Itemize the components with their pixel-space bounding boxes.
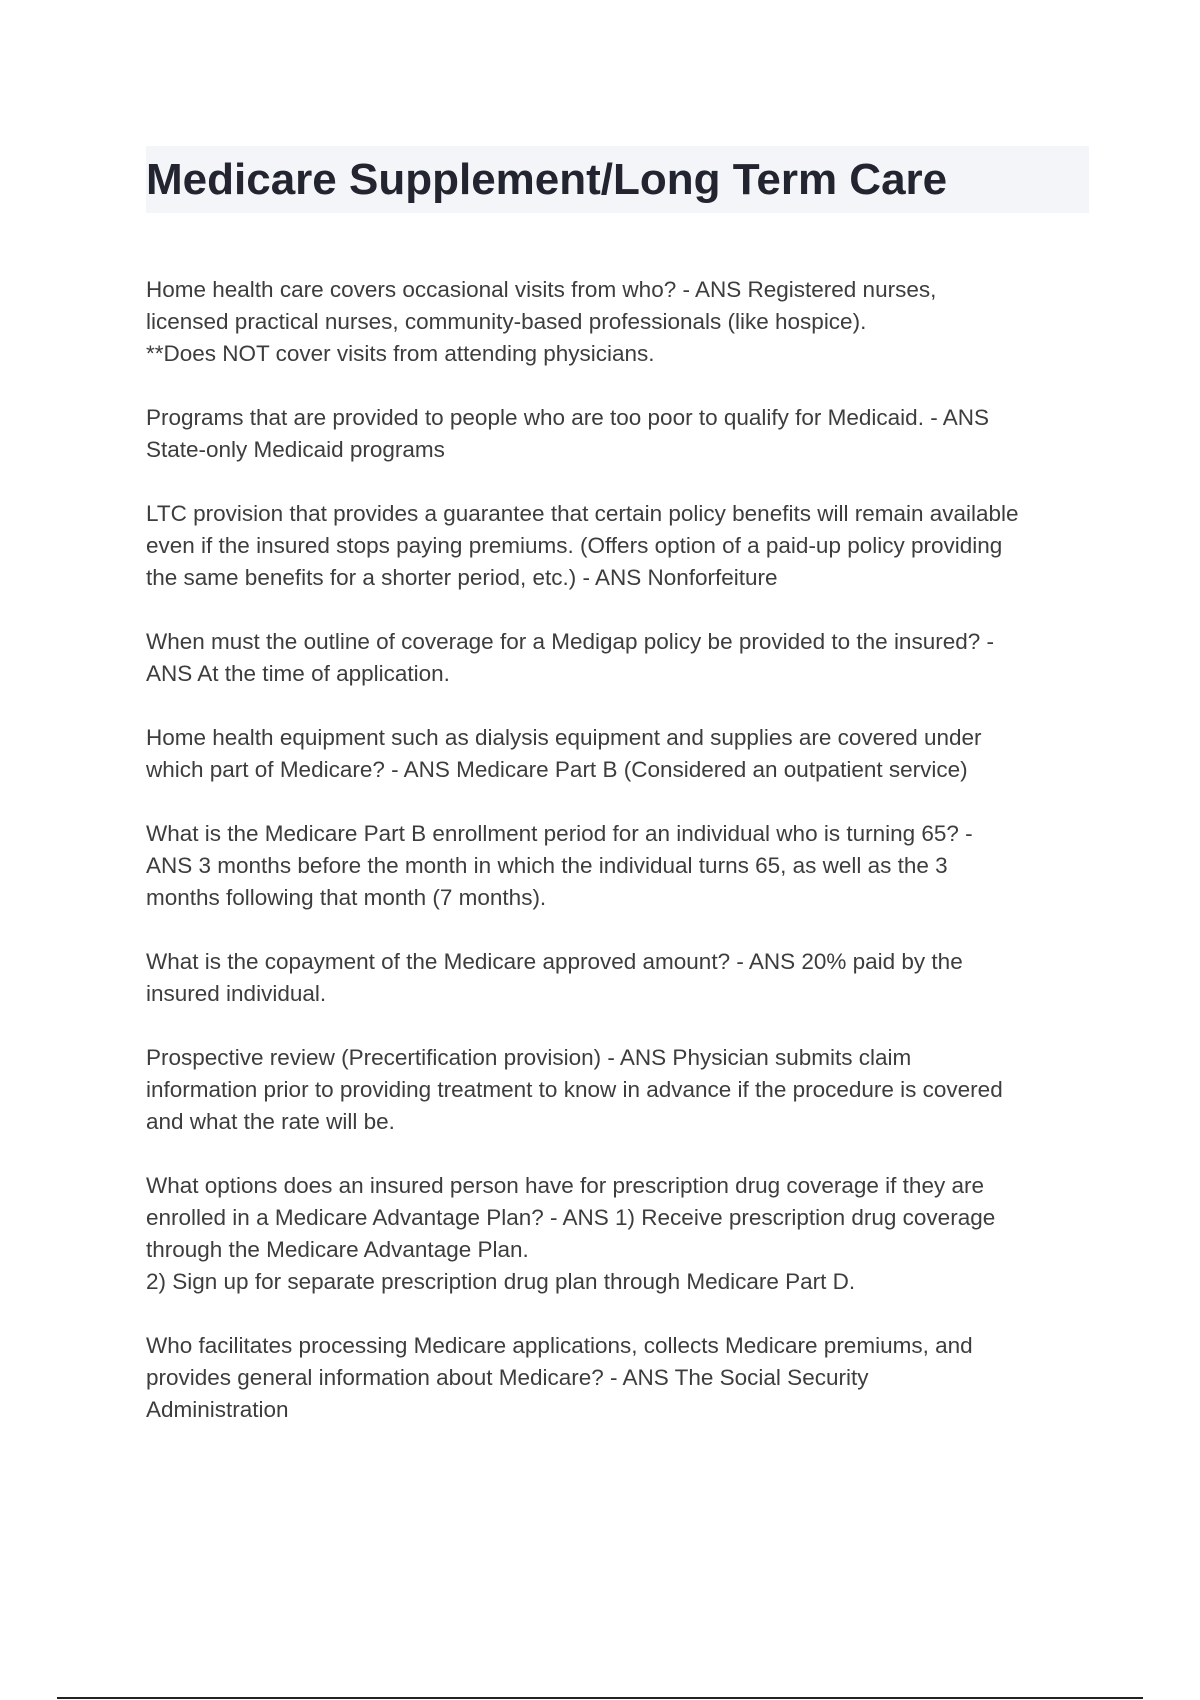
qa-item-5: Home health equipment such as dialysis equipment and supplies are covered under which part of Medicare? - ANS Medicare Part B (Considered an outpatient service) — [146, 725, 982, 782]
qa-item-8: Prospective review (Precertification provision) - ANS Physician submits claim information prior to providing treatment to know in advance if the procedure is covered and what the rate will be. — [146, 1045, 1003, 1134]
qa-item-2: Programs that are provided to people who are too poor to qualify for Medicaid. - ANS State-only Medicaid programs — [146, 405, 989, 462]
qa-item-4: When must the outline of coverage for a Medigap policy be provided to the insured? - ANS At the time of application. — [146, 629, 994, 686]
qa-item-9: What options does an insured person have for prescription drug coverage if they are enrolled in a Medicare Advantage Plan? - ANS 1) Receive prescription drug coverage through the Medicare Advantage Plan. 2) Sign up for separate prescription drug plan through Medicare Part D. — [146, 1173, 996, 1294]
document-title: Medicare Supplement/Long Term Care — [146, 155, 948, 204]
qa-item-3: LTC provision that provides a guarantee that certain policy benefits will remain available even if the insured stops paying premiums. (Offers option of a paid-up policy providing the same benefits for a shorter period, etc.) - ANS Nonforfeiture — [146, 501, 1019, 590]
footer-divider — [57, 1697, 1143, 1699]
qa-item-1: Home health care covers occasional visits from who? - ANS Registered nurses, licensed practical nurses, community-based professionals (like hospice). **Does NOT cover visits from attending physicians. — [146, 277, 937, 366]
qa-item-10: Who facilitates processing Medicare applications, collects Medicare premiums, and provides general information about Medicare? - ANS The Social Security Administration — [146, 1333, 973, 1422]
qa-item-7: What is the copayment of the Medicare approved amount? - ANS 20% paid by the insured individual. — [146, 949, 963, 1006]
qa-item-6: What is the Medicare Part B enrollment period for an individual who is turning 65? - ANS 3 months before the month in which the individual turns 65, as well as the 3 months following that month (7 months). — [146, 821, 973, 910]
qa-list — [146, 274, 1091, 1458]
